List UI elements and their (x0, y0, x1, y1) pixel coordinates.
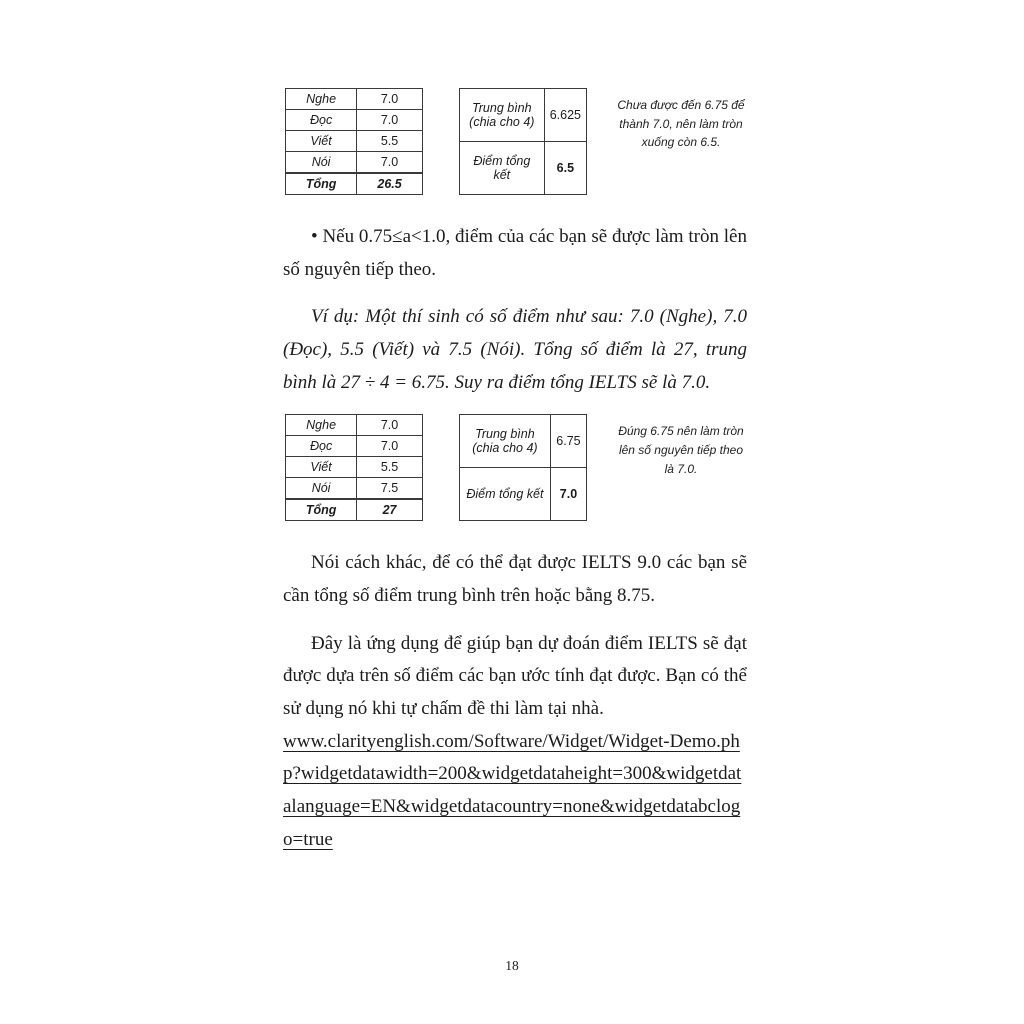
page-content (283, 88, 747, 871)
table-row (286, 131, 423, 152)
table-row (286, 89, 423, 110)
score-value: 5.5 (357, 457, 423, 478)
score-label: Viết (286, 457, 357, 478)
app-paragraph-text: Đây là ứng dụng để giúp bạn dự đoán điểm IELTS sẽ đạt được dựa trên số điểm các bạn ước tính đạt được. Bạn có thể sử dụng nó khi tự chấm đề thi làm tại nhà. (283, 632, 747, 720)
score-label: Tổng (286, 173, 357, 195)
score-label: Viết (286, 131, 357, 152)
table-row (286, 457, 423, 478)
summary-value: 6.5 (544, 142, 586, 195)
score-label: Nghe (286, 89, 357, 110)
example2-table-group (285, 414, 747, 521)
score-value: 26.5 (357, 173, 423, 195)
widget-url: www.clarityenglish.com/Software/Widget/Widget-Demo.php?widgetdatawidth=200&widgetdataheight=300&widgetdatalanguage=EN&widgetdatacountry=none&widgetdatabclogo=true (283, 730, 742, 850)
example2-summary-table (459, 414, 587, 521)
summary-value: 6.625 (544, 89, 586, 142)
table-row (286, 436, 423, 457)
score-value: 7.0 (357, 89, 423, 110)
app-paragraph (283, 628, 747, 857)
example1-table-group (285, 88, 747, 195)
table-row (286, 152, 423, 174)
table-row (459, 468, 586, 521)
table-row (286, 478, 423, 500)
score-value: 7.0 (357, 436, 423, 457)
score-label: Đọc (286, 110, 357, 131)
page-number: 18 (505, 958, 519, 973)
table-row (286, 415, 423, 436)
table-row-total (286, 173, 423, 195)
score-value: 7.5 (357, 478, 423, 500)
example2-score-table (285, 414, 423, 521)
example1-summary-table (459, 88, 587, 195)
score-label: Đọc (286, 436, 357, 457)
table-row (459, 415, 586, 468)
score-label: Tổng (286, 499, 357, 521)
table-row (459, 142, 586, 195)
summary-label: Điểm tổng kết (459, 142, 544, 195)
table-row (459, 89, 586, 142)
summary-value: 6.75 (550, 415, 586, 468)
example1-margin-note: Chưa được đến 6.75 để thành 7.0, nên làm tròn xuống còn 6.5. (617, 98, 745, 150)
conclusion-paragraph: Nói cách khác, để có thể đạt được IELTS 9.0 các bạn sẽ cần tổng số điểm trung bình trên hoặc bằng 8.75. (283, 552, 747, 607)
example-paragraph: Ví dụ: Một thí sinh có số điểm như sau: 7.0 (Nghe), 7.0 (Đọc), 5.5 (Viết) và 7.5 (Nói). Tổng số điểm là 27, trung bình là 27 ÷ 4 = 6.75. Suy ra điểm tổng IELTS sẽ là 7.0. (283, 306, 747, 393)
score-label: Nói (286, 152, 357, 174)
summary-label: Điểm tổng kết (459, 468, 550, 521)
score-value: 7.0 (357, 152, 423, 174)
score-label: Nghe (286, 415, 357, 436)
score-value: 5.5 (357, 131, 423, 152)
example2-margin-note: Đúng 6.75 nên làm tròn lên số nguyên tiếp theo là 7.0. (618, 424, 744, 476)
example1-score-table (285, 88, 423, 195)
score-label: Nói (286, 478, 357, 500)
score-value: 7.0 (357, 110, 423, 131)
score-value: 7.0 (357, 415, 423, 436)
summary-label: Trung bình (chia cho 4) (459, 415, 550, 468)
summary-label: Trung bình (chia cho 4) (459, 89, 544, 142)
table-row-total (286, 499, 423, 521)
bullet-paragraph: • Nếu 0.75≤a<1.0, điểm của các bạn sẽ được làm tròn lên số nguyên tiếp theo. (283, 226, 747, 280)
summary-value: 7.0 (550, 468, 586, 521)
score-value: 27 (357, 499, 423, 521)
table-row (286, 110, 423, 131)
